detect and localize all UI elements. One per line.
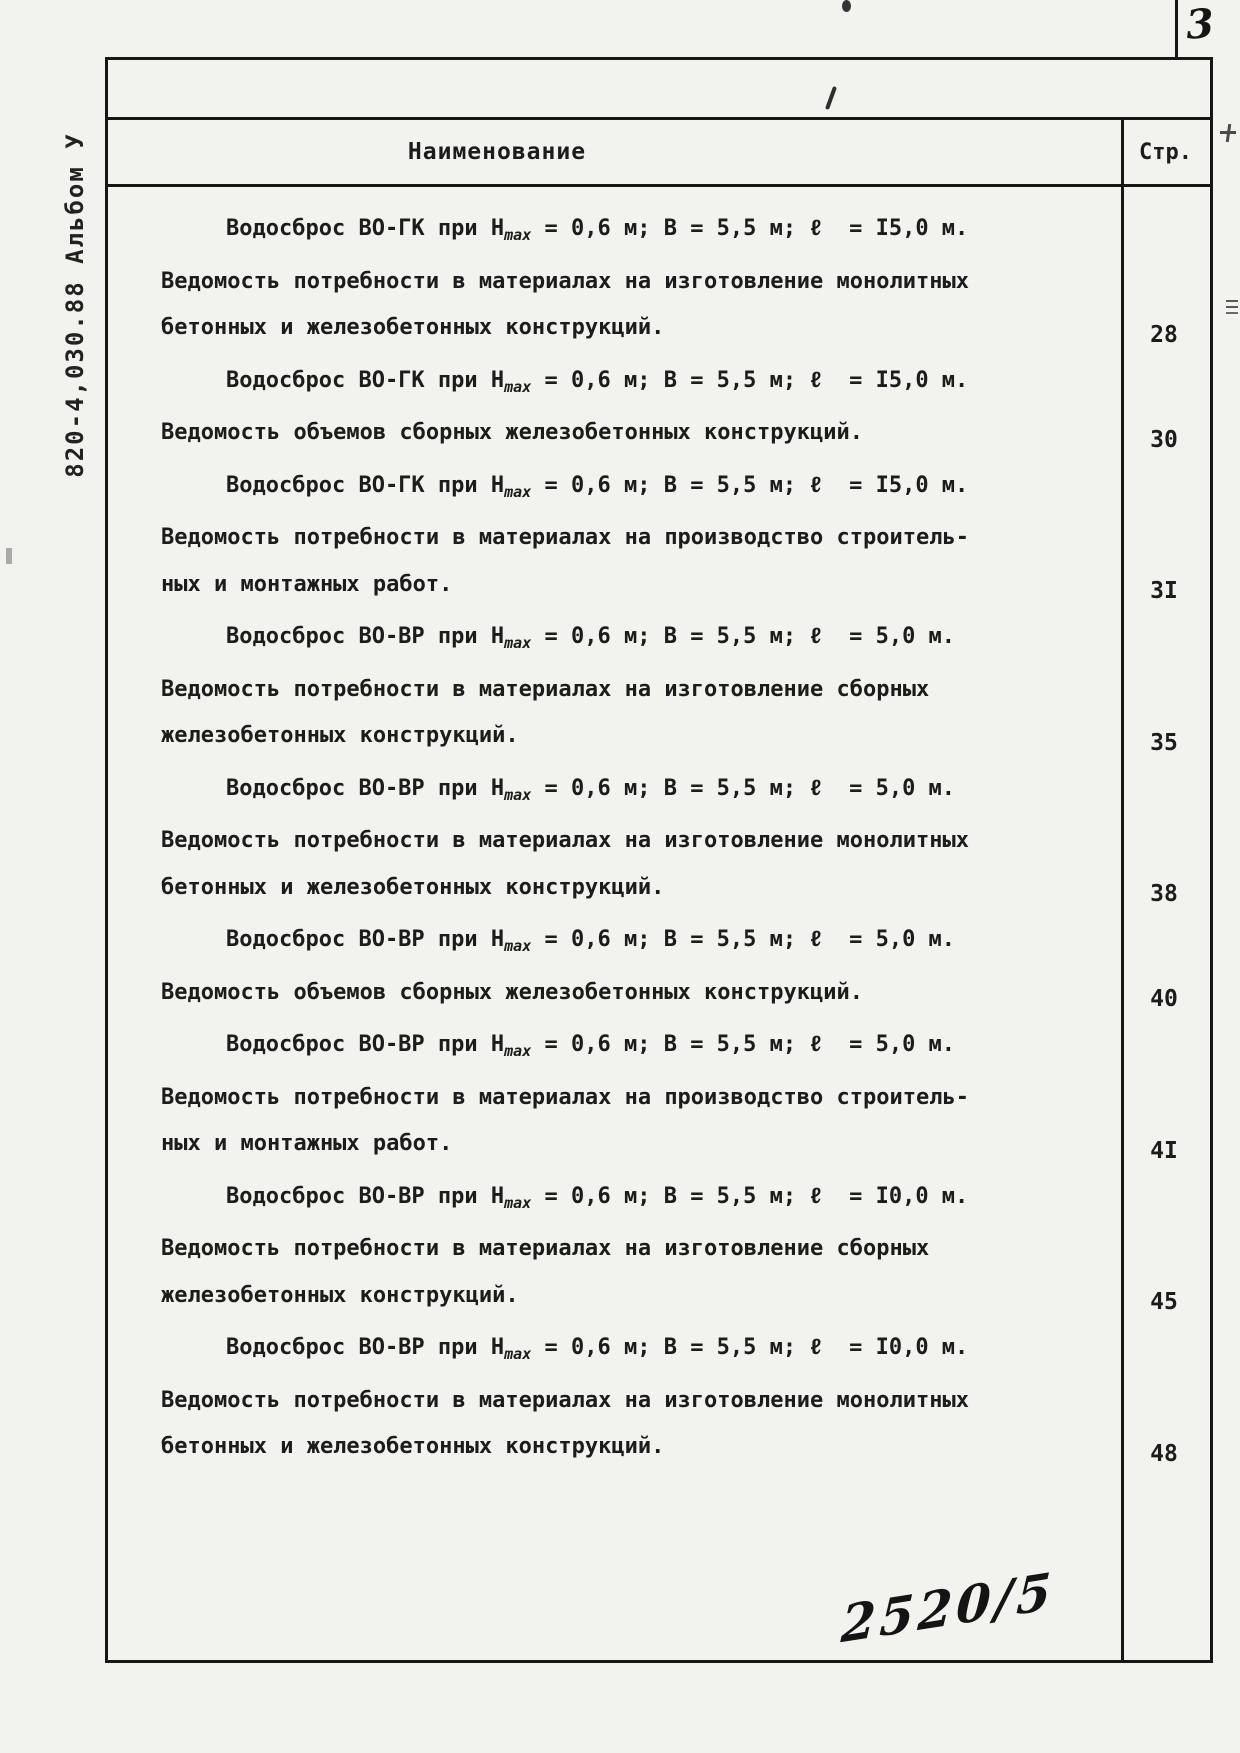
toc-entry <box>161 766 1210 912</box>
sheet-number: 3 <box>1184 0 1216 49</box>
entry-text <box>161 1174 1033 1320</box>
entry-text <box>161 463 1033 609</box>
entry-desc-line: бетонных и железобетонных конструкций. <box>161 315 665 340</box>
entry-page-number: 30 <box>1150 426 1178 453</box>
entry-title: Водосброс ВО-ВР при $Н_{max} = 0,6$ м; В = 5,5 м; ℓ = 5,0 м. <box>226 1032 956 1060</box>
entry-text <box>161 614 1033 760</box>
toc-entry <box>161 463 1210 609</box>
entry-page-number: 38 <box>1150 881 1178 907</box>
table-frame <box>105 57 1213 1663</box>
column-header-page: Стр. <box>1139 139 1192 165</box>
entry-text <box>161 766 1033 912</box>
entry-title: Водосброс ВО-ВР при $Н_{max} = 0,6$ м; В = 5,5 м; ℓ = I0,0 м. <box>226 1335 969 1363</box>
entry-title: Водосброс ВО-ГК при $Н_{max} = 0,6$ м; В = 5,5 м; ℓ = I5,0 м. <box>226 472 969 501</box>
scan-artifact <box>842 0 851 12</box>
entry-desc-line: Ведомость потребности в материалах на изготовление сборных <box>161 1236 930 1261</box>
document-code-side-label: 820-4,030.88 Альбом У <box>61 132 89 478</box>
toc-entry <box>161 614 1210 760</box>
entry-desc-line: Ведомость потребности в материалах на производство строитель- <box>161 525 969 550</box>
frame-top-band <box>108 60 1210 120</box>
scan-artifact <box>1220 131 1236 134</box>
entry-desc-line: ных и монтажных работ. <box>161 571 453 597</box>
entry-page-number: 35 <box>1150 729 1178 756</box>
entry-page-number: 40 <box>1150 986 1178 1012</box>
column-header-name: Наименование <box>407 139 587 165</box>
entry-desc-line: Ведомость объемов сборных железобетонных конструкций. <box>161 979 863 1005</box>
entry-page-number: 4I <box>1150 1137 1178 1164</box>
entry-title: Водосброс ВО-ВР при $Н_{max} = 0,6$ м; В = 5,5 м; ℓ = 5,0 м. <box>226 927 956 955</box>
entry-desc-line: Ведомость потребности в материалах на изготовление монолитных <box>161 828 969 853</box>
toc-entry <box>161 358 1210 457</box>
table-header-row <box>108 120 1210 187</box>
entry-desc-line: Ведомость потребности в материалах на изготовление сборных <box>161 676 930 702</box>
entry-page-number: 45 <box>1150 1289 1178 1315</box>
entry-desc-line: железобетонных конструкций. <box>161 1282 519 1308</box>
entry-desc-line: Ведомость потребности в материалах на производство строитель- <box>161 1084 969 1110</box>
toc-entries <box>108 184 1210 1477</box>
entry-page-number: 28 <box>1150 321 1178 348</box>
entry-text <box>161 206 1033 352</box>
scan-artifact <box>6 548 12 564</box>
entry-desc-line: бетонных и железобетонных конструкций. <box>161 1434 665 1459</box>
toc-entry <box>161 1174 1210 1320</box>
scan-artifact <box>1226 300 1238 302</box>
toc-entry <box>161 1325 1210 1471</box>
entry-text <box>161 1325 1033 1471</box>
entry-desc-line: бетонных и железобетонных конструкций. <box>161 874 665 900</box>
entry-page-number: 48 <box>1150 1440 1178 1467</box>
entry-text <box>161 1022 1033 1168</box>
entry-desc-line: Ведомость потребности в материалах на изготовление монолитных <box>161 1387 969 1413</box>
handwritten-stamp: 2520/5 <box>839 1560 1057 1655</box>
entry-page-number: 3I <box>1150 578 1178 604</box>
corner-divider-line <box>1175 0 1178 57</box>
toc-entry <box>161 917 1210 1016</box>
entry-title: Водосброс ВО-ВР при $Н_{max} = 0,6$ м; В = 5,5 м; ℓ = 5,0 м. <box>226 775 956 804</box>
entry-desc-line: железобетонных конструкций. <box>161 723 519 748</box>
entry-title: Водосброс ВО-ГК при $Н_{max} = 0,6$ м; В = 5,5 м; ℓ = I5,0 м. <box>226 216 969 244</box>
toc-entry <box>161 1022 1210 1168</box>
entry-title: Водосброс ВО-ВР при $Н_{max} = 0,6$ м; В = 5,5 м; ℓ = 5,0 м. <box>226 624 956 652</box>
entry-text <box>161 917 1033 1016</box>
entry-title: Водосброс ВО-ВР при $Н_{max} = 0,6$ м; В = 5,5 м; ℓ = I0,0 м. <box>226 1183 969 1212</box>
entry-text <box>161 358 1033 457</box>
entry-desc-line: ных и монтажных работ. <box>161 1131 453 1156</box>
entry-title: Водосброс ВО-ГК при $Н_{max} = 0,6$ м; В = 5,5 м; ℓ = I5,0 м. <box>226 367 969 396</box>
entry-desc-line: Ведомость объемов сборных железобетонных конструкций. <box>161 420 863 445</box>
entry-desc-line: Ведомость потребности в материалах на изготовление монолитных <box>161 268 969 294</box>
toc-entry <box>161 206 1210 352</box>
